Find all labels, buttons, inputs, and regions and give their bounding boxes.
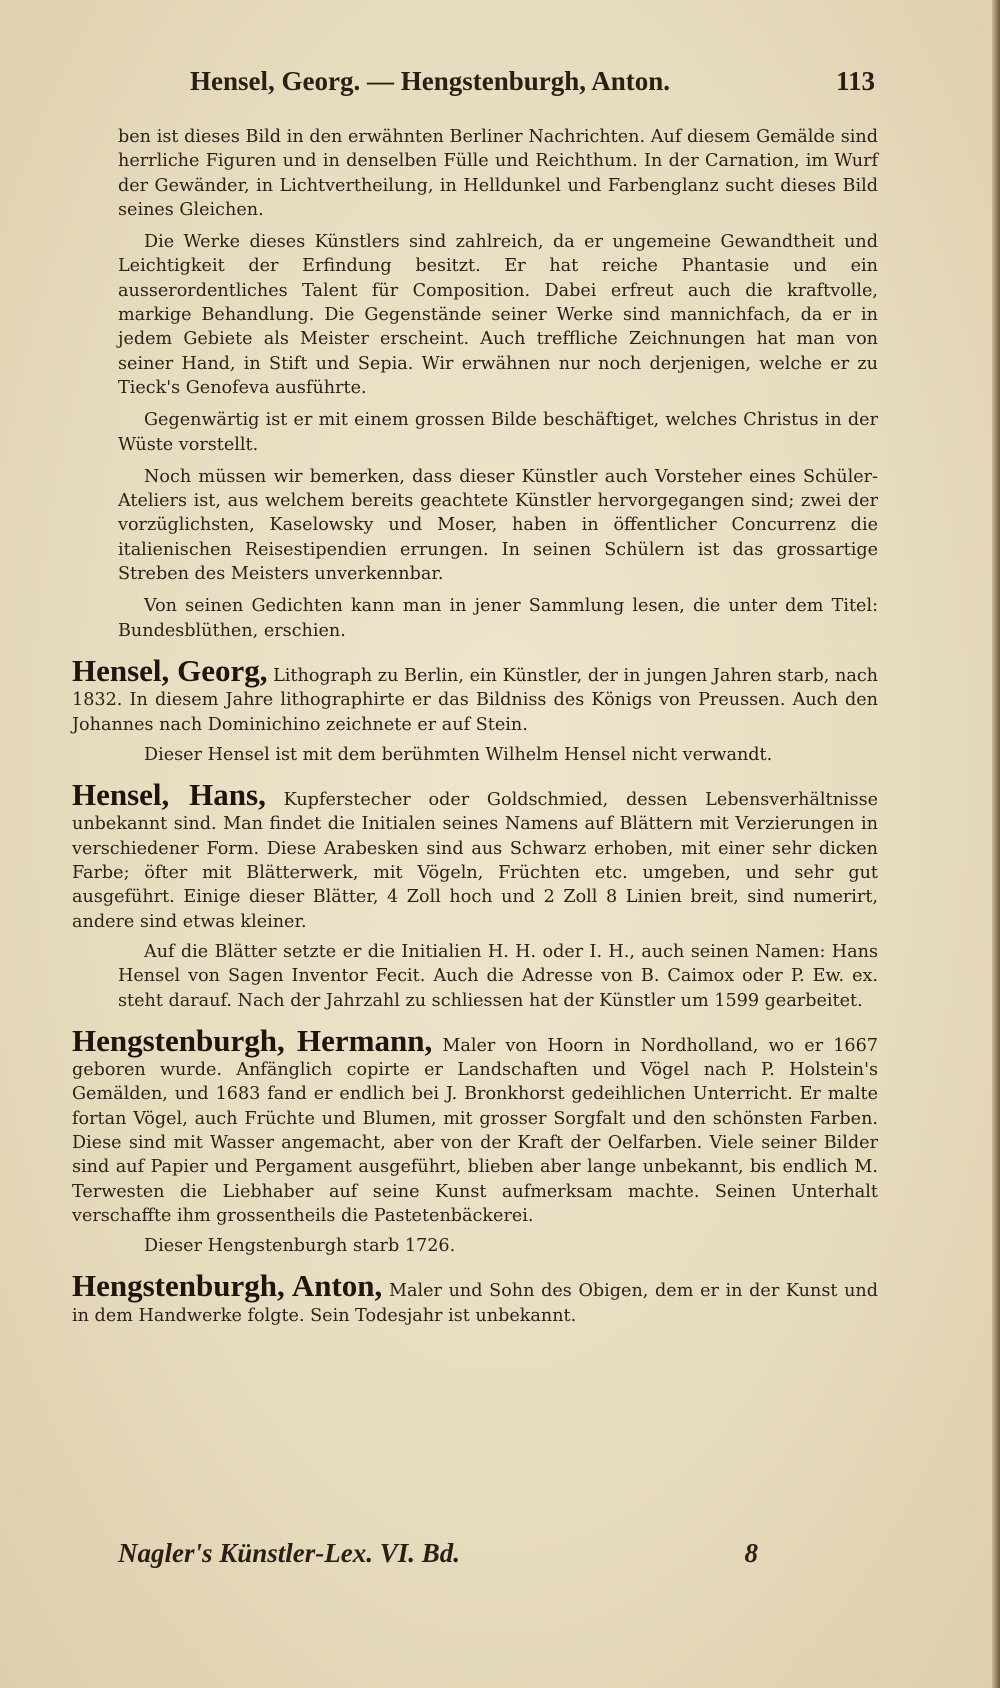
entry-name: Hensel, Georg, [72, 652, 268, 688]
intro-paragraph: Von seinen Gedichten kann man in jener Sammlung lesen, die unter dem Titel: Bundesblüthen, erschien. [118, 596, 878, 641]
intro-paragraph: ben ist dieses Bild in den erwähnten Berliner Nachrichten. Auf diesem Gemälde sind herrliche Figuren und in denselben Fülle und Reichthum. In der Carnation, im Wurf der Gewänder, in Lichtvertheilung, in Helldunkel und Farbenglanz sucht dieses Bild seines Gleichen. [118, 127, 878, 220]
lexicon-entry-hensel-georg [72, 652, 879, 767]
entry-first-paragraph [72, 1268, 879, 1328]
entry-first-paragraph [72, 1022, 878, 1228]
entry-text: Maler von Hoorn in Nordholland, wo er 1667 geboren wurde. Anfänglich copirte er Landschaften und Vögel nach P. Holstein's Gemälden, und 1683 fand er endlich bei J. Bronkhorst gedeihlichen Unterricht. Er malte fortan Vögel, auch Früchte und Blumen, mit grosser Sorgfalt und den schönsten Farben. Diese sind mit Wasser angemacht, aber von der Kraft der Oelfarben. Viele seiner Bilder sind auf Papier und Pergament ausgeführt, blieben aber lange unbekannt, bis endlich M. Terwesten die Liebhaber auf seine Kunst aufmerksam machte. Seinen Unterhalt verschaffte ihm grossentheils die Pastetenbäckerei. [72, 1035, 878, 1226]
intro-paragraph: Noch müssen wir bemerken, dass dieser Künstler auch Vorsteher eines Schüler-Ateliers ist, aus welchem bereits geachtete Künstler hervorgegangen sind; zwei der vorzüglichsten, Kaselowsky und Moser, haben in öffentlicher Concurrenz die italienischen Reisestipendien errungen. In seinen Schülern ist das grossartige Streben des Meisters unverkennbar. [118, 466, 878, 585]
lexicon-entry-hengstenburgh-anton [72, 1268, 879, 1328]
entry-paragraph: Dieser Hensel ist mit dem berühmten Wilhelm Hensel nicht verwandt. [144, 744, 773, 765]
intro-paragraph: Die Werke dieses Künstlers sind zahlreich, da er ungemeine Gewandtheit und Leichtigkeit der Erfindung besitzt. Er hat reiche Phantasie und ein ausserordentliches Talent für Composition. Dabei erfreut auch die kraftvolle, markige Behandlung. Die Gegenstände seiner Werke sind mannichfach, da er in jedem Gebiete als Meister erscheint. Auch treffliche Zeichnungen hat man von seiner Hand, in Stift und Sepia. Wir erwähnen nur noch derjenigen, welche er zu Tieck's Genofeva ausführte. [118, 232, 878, 398]
intro-paragraph: Gegenwärtig ist er mit einem grossen Bilde beschäftiget, welches Christus in der Wüste vorstellt. [118, 410, 878, 455]
entry-paragraph: Dieser Hengstenburgh starb 1726. [144, 1236, 456, 1257]
footer-sheet-mark: 8 [744, 1538, 758, 1568]
entry-paragraph: Auf die Blätter setzte er die Initialien H. H. oder I. H., auch seinen Namen: Hans Hensel von Sagen Inventor Fecit. Auch die Adresse von B. Caimox oder P. Ew. ex. steht darauf. Nach der Jahrzahl zu schliessen hat der Künstler um 1599 gearbeitet. [118, 941, 878, 1011]
entry-name: Hensel, Hans, [72, 777, 266, 813]
entry-name: Hengstenburgh, Hermann, [72, 1022, 433, 1058]
lexicon-entry-hengstenburgh-hermann [72, 1022, 878, 1259]
lexicon-entry-hensel-hans [72, 777, 879, 1013]
entry-text: Lithograph zu Berlin, ein Künstler, der in jungen Jahren starb, nach 1832. In diesem Jahre lithographirte er das Bildniss des Königs von Preussen. Auch den Johannes nach Dominichino zeichnete er auf Stein. [72, 665, 879, 735]
entry-first-paragraph [72, 777, 879, 934]
page-footer [118, 1538, 758, 1569]
header-title: Hensel, Georg. — Hengstenburgh, Anton. [190, 66, 671, 96]
page-number: 113 [835, 66, 875, 96]
entry-name: Hengstenburgh, Anton, [72, 1268, 383, 1304]
entry-text: Maler und Sohn des Obigen, dem er in der Kunst und in dem Handwerke folgte. Sein Todesjahr ist unbekannt. [72, 1281, 879, 1326]
entry-text: Kupferstecher oder Goldschmied, dessen Lebensverhältnisse unbekannt sind. Man findet die Initialen seines Namens auf Blättern mit Verzierungen in verschiedener Form. Diese Arabesken sind aus Schwarz erhoben, mit einer sehr dicken Farbe; öfter mit Blätterwerk, mit Vögeln, Früchten etc. umgeben, und sehr gut ausgeführt. Einige dieser Blätter, 4 Zoll hoch und 2 Zoll 8 Linien breit, sind numerirt, andere sind etwas kleiner. [72, 790, 879, 932]
page-body [72, 125, 879, 1334]
entry-first-paragraph [72, 652, 879, 737]
footer-signature: Nagler's Künstler-Lex. VI. Bd. [118, 1538, 461, 1568]
running-header [190, 66, 875, 97]
